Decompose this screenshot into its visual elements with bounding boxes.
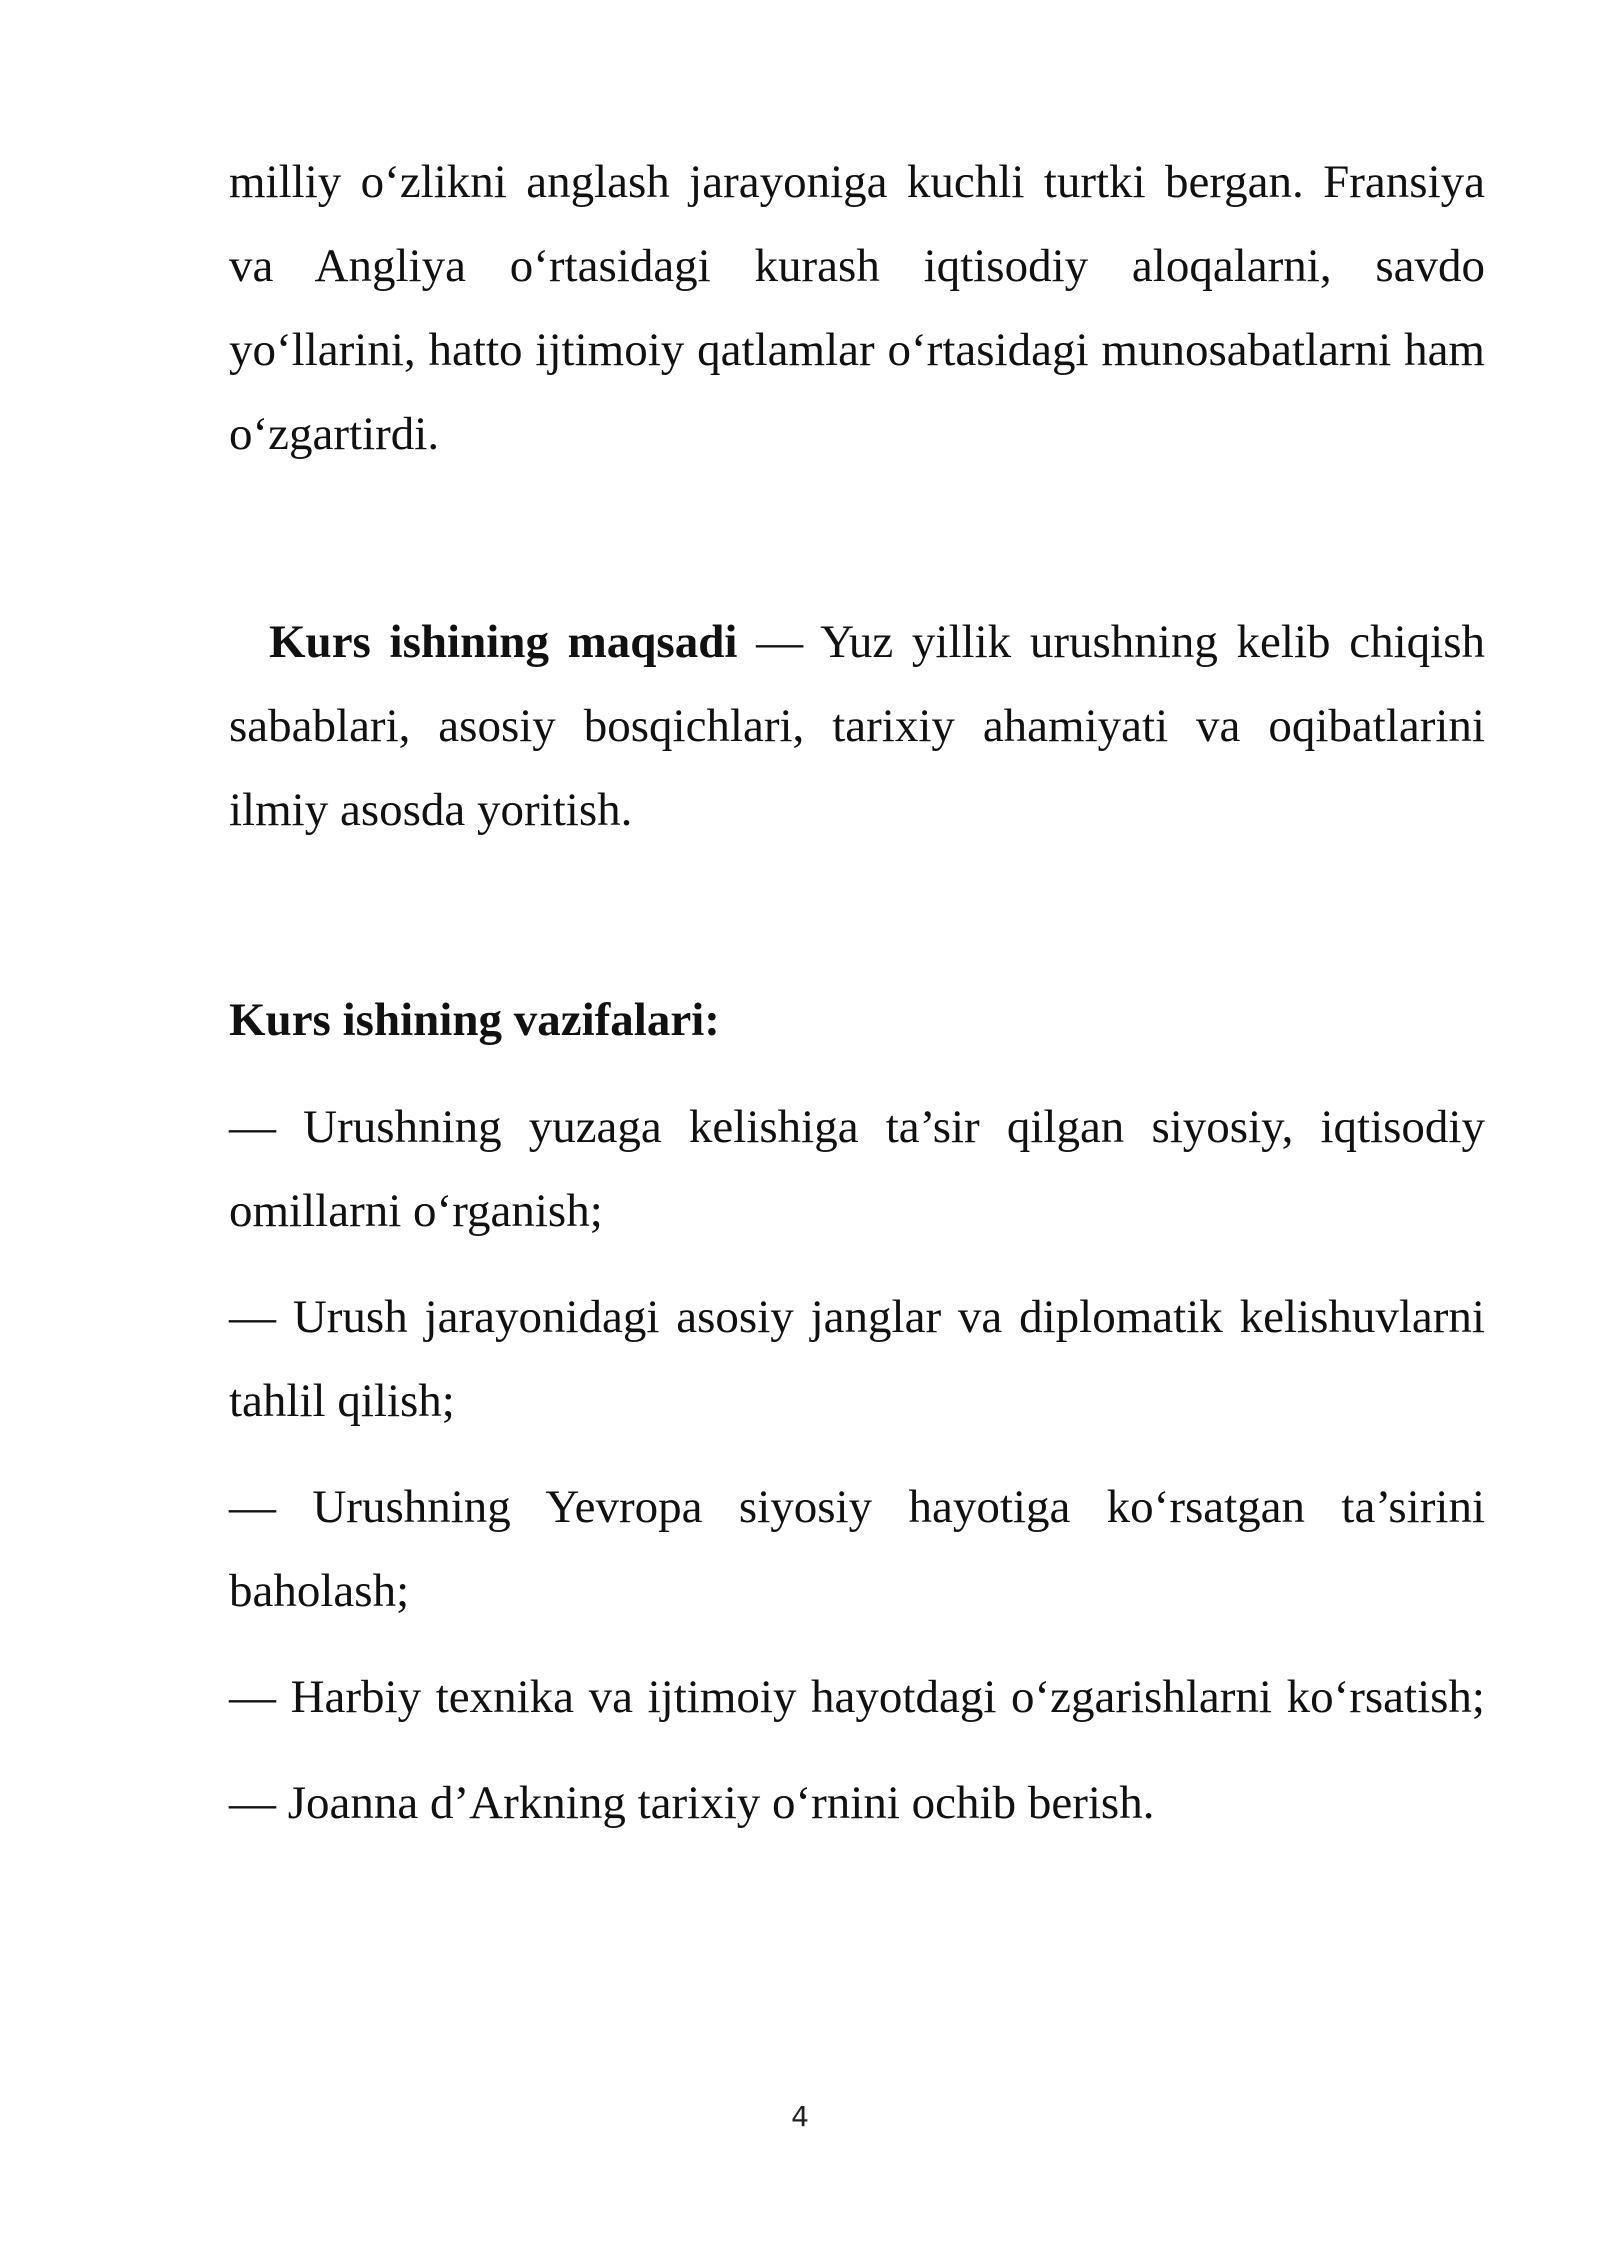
task-item-5: — Joanna d’Arkning tarixiy o‘rnini ochib berish. bbox=[229, 1777, 1155, 1829]
task-item-1: — Urushning yuzaga kelishiga ta’sir qilgan siyosiy, iqtisodiy omillarni o‘rganish; bbox=[229, 1101, 1485, 1237]
task-item-3: — Urushning Yevropa siyosiy hayotiga ko‘rsatgan ta’sirini baholash; bbox=[229, 1481, 1485, 1617]
goal-text: — Yuz yillik urushning kelib chiqish sabablari, asosiy bosqichlari, tarixiy ahamiyati va oqibatlarini ilmiy asosda yoritish. bbox=[229, 616, 1486, 836]
intro-paragraph: milliy o‘zlikni anglash jarayoniga kuchli turtki bergan. Fransiya va Angliya o‘rtasidagi kurash iqtisodiy aloqalarni, savdo yo‘llarini, hatto ijtimoiy qatlamlar o‘rtasidagi munosabatlarni ham o‘zgartirdi. bbox=[229, 156, 1485, 460]
page-number: 4 bbox=[791, 2100, 809, 2133]
goal-paragraph bbox=[229, 600, 1485, 852]
tasks-heading: Kurs ishining vazifalari: bbox=[229, 994, 720, 1046]
task-list bbox=[229, 1085, 1485, 1867]
task-item-4: — Harbiy texnika va ijtimoiy hayotdagi o‘zgarishlarni ko‘rsatish; bbox=[229, 1671, 1485, 1723]
goal-label: Kurs ishining maqsadi bbox=[269, 616, 738, 668]
task-item-2: — Urush jarayonidagi asosiy janglar va diplomatik kelishuvlarni tahlil qilish; bbox=[229, 1291, 1485, 1427]
